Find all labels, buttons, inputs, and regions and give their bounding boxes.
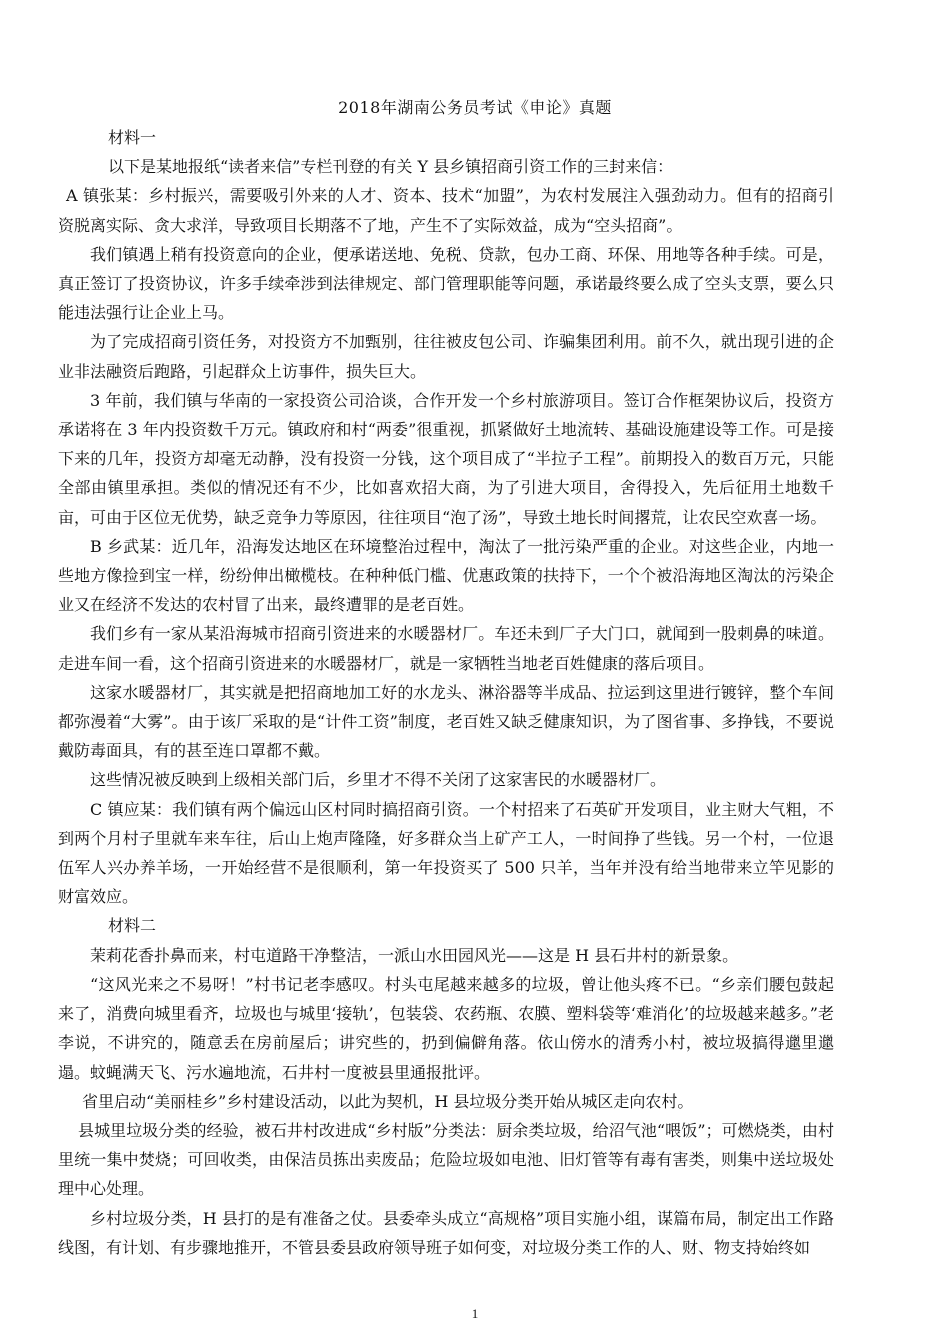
paragraph: 茉莉花香扑鼻而来，村屯道路干净整洁，一派山水田园风光——这是 H 县石井村的新景象。 xyxy=(90,945,739,965)
paragraph: 我们镇遇上稍有投资意向的企业，便承诺送地、免税、贷款，包办工商、环保、用地等各种手续。可是，真正签订了投资协议，许多手续牵涉到法律规定、部门管理职能等问题，承诺最终要么成了空头支票，要么只能违法强行让企业上马。 xyxy=(58,244,834,323)
paragraph: A 镇张某：乡村振兴，需要吸引外来的人才、资本、技术“加盟”，为农村发展注入强劲动力。但有的招商引资脱离实际、贪大求洋，导致项目长期落不了地，产生不了实际效益，成为“空头招商”。 xyxy=(58,186,834,235)
paragraph: 3 年前，我们镇与华南的一家投资公司洽谈，合作开发一个乡村旅游项目。签订合作框架协议后，投资方承诺将在 3 年内投资数千万元。镇政府和村“两委”很重视，抓紧做好土地流转、基础设施建设等工作。可是接下来的几年，投资方却毫无动静，没有投资一分钱，这个项目成了“半拉子工程”。前期投入的数百万元，只能全部由镇里承担。类似的情况还有不少，比如喜欢招大商，为了引进大项目，舍得投入，先后征用土地数千亩，可由于区位无优势，缺乏竞争力等原因，往往项目“泡了汤”，导致土地长时间撂荒，让农民空欢喜一场。 xyxy=(58,390,834,527)
paragraph: 以下是某地报纸“读者来信”专栏刊登的有关 Y 县乡镇招商引资工作的三封来信： xyxy=(108,157,674,177)
paragraph: 为了完成招商引资任务，对投资方不加甄别，往往被皮包公司、诈骗集团利用。前不久，就出现引进的企业非法融资后跑路，引起群众上访事件，损失巨大。 xyxy=(58,332,834,381)
paragraph: 我们乡有一家从某沿海城市招商引资进来的水暖器材厂。车还未到厂子大门口，就闻到一股刺鼻的味道。走进车间一看，这个招商引资进来的水暖器材厂，就是一家牺牲当地老百姓健康的落后项目。 xyxy=(58,624,834,673)
paragraph: 这些情况被反映到上级相关部门后，乡里才不得不关闭了这家害民的水暖器材厂。 xyxy=(90,770,667,790)
paragraph: 县城里垃圾分类的经验，被石井村改进成“乡村版”分类法：厨余类垃圾，给沼气池“喂饭”；可燃烧类，由村里统一集中焚烧；可回收类，由保洁员拣出卖废品；危险垃圾如电池、旧灯管等有毒有害类，则集中送垃圾处理中心处理。 xyxy=(58,1120,834,1199)
section-heading-material-2: 材料二 xyxy=(108,916,157,936)
paragraph: B 乡武某：近几年，沿海发达地区在环境整治过程中，淘汰了一批污染严重的企业。对这些企业，内地一些地方像捡到宝一样，纷纷伸出橄榄枝。在种种低门槛、优惠政策的扶持下，一个个被沿海地区淘汰的污染企业又在经济不发达的农村冒了出来，最终遭罪的是老百姓。 xyxy=(58,536,834,615)
paragraph: 省里启动“美丽桂乡”乡村建设活动，以此为契机，H 县垃圾分类开始从城区走向农村。 xyxy=(82,1091,694,1111)
document-body xyxy=(58,123,834,1262)
paragraph: 乡村垃圾分类，H 县打的是有准备之仗。县委牵头成立“高规格”项目实施小组，谋篇布局，制定出工作路线图，有计划、有步骤地推开，不管县委县政府领导班子如何变，对垃圾分类工作的人、财、物支持始终如 xyxy=(58,1208,834,1257)
paragraph: 这家水暖器材厂，其实就是把招商地加工好的水龙头、淋浴器等半成品、拉运到这里进行镀锌，整个车间都弥漫着“大雾”。由于该厂采取的是“计件工资”制度，老百姓又缺乏健康知识，为了图省事、多挣钱，不要说戴防毒面具，有的甚至连口罩都不戴。 xyxy=(58,682,834,761)
paragraph: “这风光来之不易呀！”村书记老李感叹。村头屯尾越来越多的垃圾，曾让他头疼不已。“乡亲们腰包鼓起来了，消费向城里看齐，垃圾也与城里‘接轨’，包装袋、农药瓶、农膜、塑料袋等‘难消化’的垃圾越来越多。”老李说，不讲究的，随意丢在房前屋后；讲究些的，扔到偏僻角落。依山傍水的清秀小村，被垃圾搞得邋里邋遢。蚊蝇满天飞、污水遍地流，石井村一度被县里通报批评。 xyxy=(58,974,834,1082)
section-heading-material-1: 材料一 xyxy=(108,128,157,147)
paragraph: C 镇应某：我们镇有两个偏远山区村同时搞招商引资。一个村招来了石英矿开发项目，业主财大气粗，不到两个月村子里就车来车往，后山上炮声隆隆，好多群众当上矿产工人，一时间挣了些钱。另一个村，一位退伍军人兴办养羊场，一开始经营不是很顺利，第一年投资买了 500 只羊，当年并没有给当地带来立竿见影的财富效应。 xyxy=(58,799,834,907)
page-number: 1 xyxy=(471,1306,479,1321)
document-title: 2018年湖南公务员考试《申论》真题 xyxy=(338,98,612,117)
